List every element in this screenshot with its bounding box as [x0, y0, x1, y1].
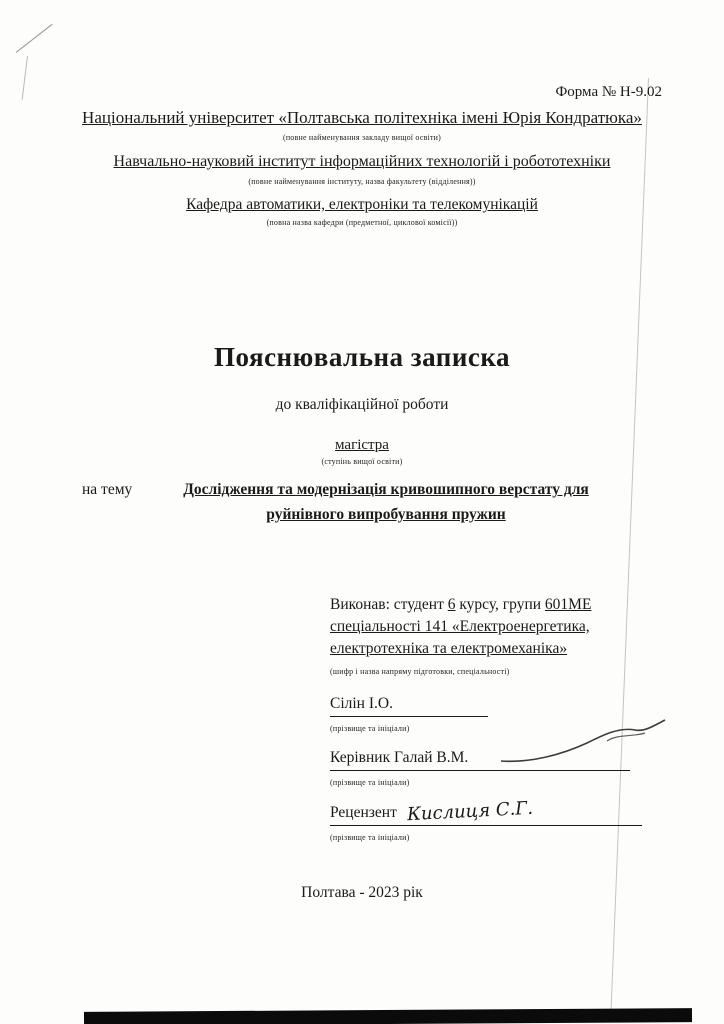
institute-caption: (повне найменування інституту, назва факультету (відділення)) [248, 177, 476, 186]
supervisor-name: Галай В.М. [394, 749, 469, 766]
institute-name: Навчально-науковий інститут інформаційних технологій і робототехніки [113, 153, 611, 170]
student-name-row [330, 693, 488, 717]
topic-title [150, 477, 622, 527]
speciality-caption: (шифр і назва напряму підготовки, спеціальності) [330, 667, 510, 676]
reviewer-caption: (прізвище та ініціали) [330, 833, 410, 842]
scan-bottom-bar [84, 1008, 692, 1024]
supervisor-row [330, 747, 630, 771]
form-number: Форма № Н-9.02 [555, 84, 662, 100]
student-caption: (прізвище та ініціали) [330, 724, 410, 733]
topic-label: на тему [82, 481, 133, 498]
university-caption: (повне найменування закладу вищої освіти) [282, 133, 442, 142]
document-subtitle: до кваліфікаційної роботи [275, 396, 449, 413]
speciality-line-1: спеціальності 141 «Електроенергетика, [330, 618, 590, 635]
city-year: Полтава - 2023 рік [301, 884, 423, 901]
executor-prefix: Виконав: студент [330, 596, 444, 613]
document-title: Пояснювальна записка [213, 342, 511, 372]
department-name: Кафедра автоматики, електроніки та телекомунікацій [186, 196, 538, 213]
executor-course: 6 [447, 596, 456, 613]
topic-line-1: Дослідження та модернізація кривошипного верстату для [183, 481, 589, 498]
topic-line-2: руйнівного випробування пружин [266, 506, 506, 523]
degree-caption: (ступінь вищої освіти) [321, 457, 403, 466]
scan-corner-line [16, 24, 53, 53]
performer-block [330, 594, 676, 849]
supervisor-caption: (прізвище та ініціали) [330, 778, 410, 787]
student-name: Сілін І.О. [330, 695, 393, 712]
speciality-line-2: електротехніка та електромеханіка» [330, 640, 568, 657]
executor-group: 601МЕ [544, 596, 592, 613]
scan-corner-edge [22, 56, 28, 100]
degree-level: магістра [335, 437, 389, 453]
reviewer-row [330, 797, 642, 826]
university-name: Національний університет «Полтавська політехніка імені Юрія Кондратюка» [82, 108, 642, 127]
executor-line [330, 594, 676, 616]
department-caption: (повна назва кафедри (предметної, циклової комісії)) [266, 218, 458, 227]
supervisor-label: Керівник [330, 749, 391, 766]
reviewer-name-handwritten: Кислиця С.Г. [406, 797, 534, 826]
executor-mid: курсу, групи [459, 596, 542, 613]
reviewer-label: Рецензент [330, 804, 397, 821]
